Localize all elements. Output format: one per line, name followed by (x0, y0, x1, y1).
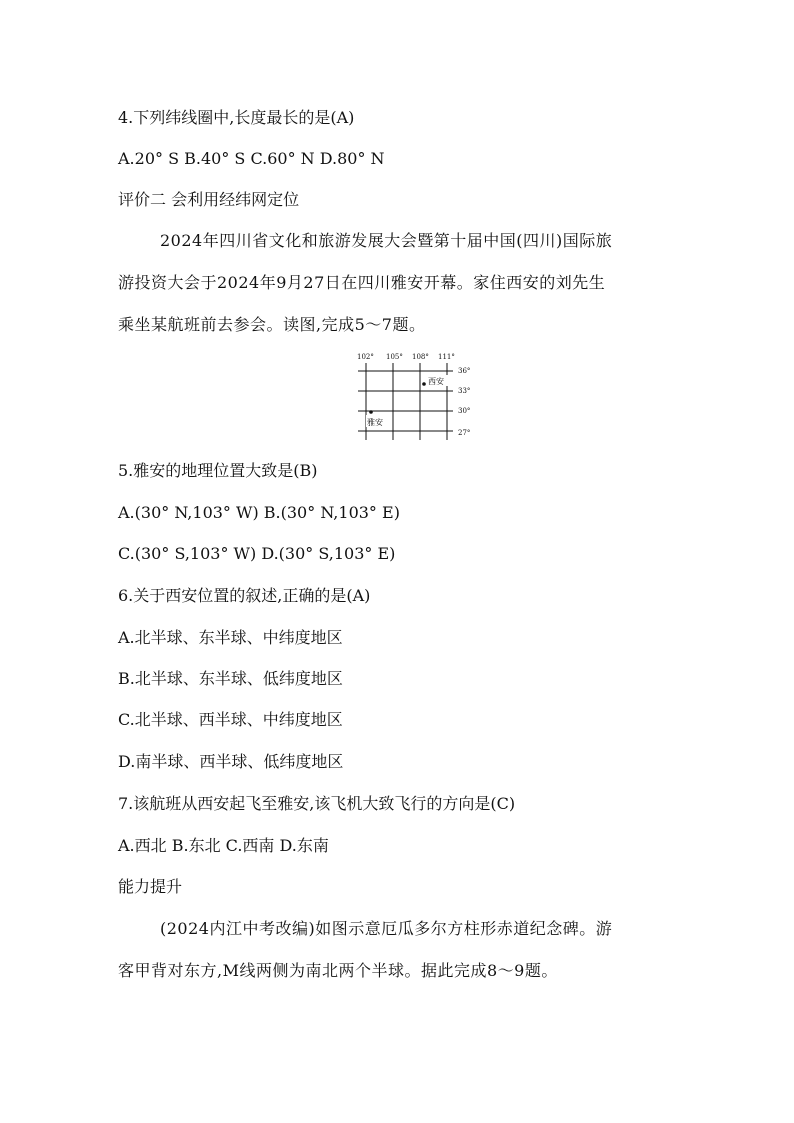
lat-label: 33° (458, 387, 471, 395)
intro-line-2: 游投资大会于2024年9月27日在四川雅安开幕。家住西安的刘先生 (118, 273, 606, 292)
q6-stem: 6.关于西安位置的叙述,正确的是(A) (118, 586, 371, 605)
q5-options-row-2: C.(30° S,103° W) D.(30° S,103° E) (118, 544, 396, 563)
q5-stem: 5.雅安的地理位置大致是(B) (118, 461, 318, 480)
lat-label: 27° (458, 429, 471, 437)
city-label-yaan: 雅安 (367, 418, 383, 427)
intro-line-3: 乘坐某航班前去参会。读图,完成5～7题。 (118, 315, 426, 334)
intro2-line-1: (2024内江中考改编)如图示意厄瓜多尔方柱形赤道纪念碑。游 (160, 919, 613, 938)
q6-option-d: D.南半球、西半球、低纬度地区 (118, 752, 344, 771)
lon-label: 102° (357, 353, 374, 361)
lon-label: 105° (386, 353, 403, 361)
city-label-xian: 西安 (428, 377, 444, 386)
q6-option-a: A.北半球、东半球、中纬度地区 (118, 628, 343, 647)
lat-label: 36° (458, 367, 471, 375)
q6-option-b: B.北半球、东半球、低纬度地区 (118, 669, 343, 688)
lat-label: 30° (458, 407, 471, 415)
q5-options-row-1: A.(30° N,103° W) B.(30° N,103° E) (118, 503, 400, 522)
yaan-marker (369, 410, 373, 414)
lat-lon-grid-map (350, 350, 480, 442)
q7-options: A.西北 B.东北 C.西南 D.东南 (118, 836, 329, 855)
section-title-evaluation-2: 评价二 会利用经纬网定位 (118, 190, 300, 209)
q4-options: A.20° S B.40° S C.60° N D.80° N (118, 149, 385, 168)
lon-label: 108° (412, 353, 429, 361)
q7-stem: 7.该航班从西安起飞至雅安,该飞机大致飞行的方向是(C) (118, 794, 516, 813)
xian-marker (422, 382, 426, 386)
intro2-line-2: 客甲背对东方,M线两侧为南北两个半球。据此完成8～9题。 (118, 961, 558, 980)
lon-label: 111° (438, 353, 455, 361)
intro-line-1: 2024年四川省文化和旅游发展大会暨第十届中国(四川)国际旅 (160, 231, 613, 250)
q4-stem: 4.下列纬线圈中,长度最长的是(A) (118, 108, 355, 127)
q6-option-c: C.北半球、西半球、中纬度地区 (118, 710, 343, 729)
section-title-ability: 能力提升 (118, 877, 183, 896)
